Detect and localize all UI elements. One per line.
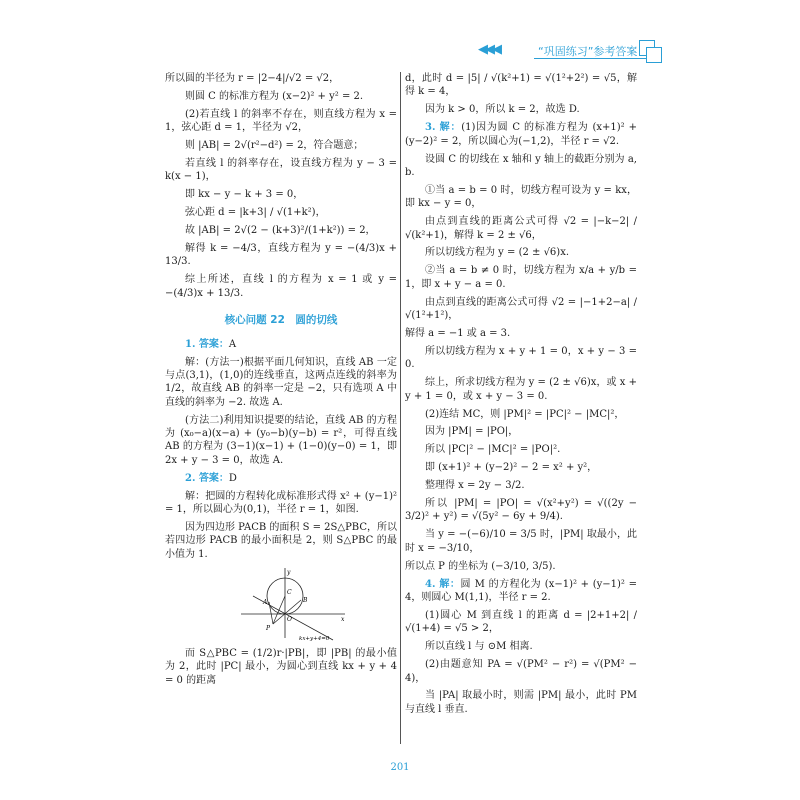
text-line: 设圆 C 的切线在 x 轴和 y 轴上的截距分别为 a, b. bbox=[405, 153, 637, 178]
text-line: 故 |AB| = 2√(2 − (k+3)²/(1+k²)) = 2， bbox=[185, 225, 376, 237]
text-line: 当 y = −(−6)/10 = 3/5 时，|PM| 取最小，此时 x = −3/10， bbox=[405, 529, 637, 554]
text-line: 若直线 l 的斜率存在，设直线方程为 y − 3 = k(x − 1)， bbox=[165, 158, 397, 183]
text-line: 因为四边形 PACB 的面积 S = 2S△PBC，所以若四边形 PACB 的最小面积是 2，则 S△PBC 的最小值为 1. bbox=[165, 521, 397, 560]
text-line: ①当 a = b = 0 时，切线方程可设为 y = kx，即 kx − y = 0， bbox=[405, 184, 637, 210]
text-line: 当 |PA| 取最小时，则需 |PM| 最小，此时 PM 与直线 l 垂直. bbox=[405, 690, 637, 715]
text-line: 而 S△PBC = (1/2)r·|PB|，即 |PB| 的最小值为 2，此时 |PC| 最小，为圆心到直线 kx + y + 4 = 0 的距离 bbox=[165, 647, 397, 686]
column-divider bbox=[400, 72, 401, 744]
tangent-pa bbox=[269, 602, 273, 624]
answer-label: 1. 答案： bbox=[185, 338, 229, 350]
tangent-figure bbox=[233, 566, 353, 641]
label-p: P bbox=[266, 624, 271, 632]
text-line: 所以切线方程为 y = (2 ± √6)x. bbox=[425, 247, 570, 259]
text-line: ②当 a = b ≠ 0 时，切线方程为 x/a + y/b = 1，即 x + y − a = 0. bbox=[405, 265, 637, 290]
text-line: (2)若直线 l 的斜率不存在，则直线方程为 x = 1，弦心距 d = 1，半径为 √2， bbox=[165, 108, 397, 134]
section-title: 核心问题 22 圆的切线 bbox=[224, 314, 338, 327]
question-1-answer bbox=[165, 338, 397, 351]
header-rule bbox=[534, 58, 650, 59]
text-line: (1)圆心 M 到直线 l 的距离 d = |2+1+2| / √(1+4) = √5 > 2， bbox=[405, 609, 637, 635]
label-a: A bbox=[263, 598, 268, 606]
text-line: 所以 |PM| = |PO| = √(x²+y²) = √((2y − 3/2)² + y²) = √(5y² − 6y + 9/4). bbox=[405, 498, 637, 523]
answer-label: 2. 答案： bbox=[185, 472, 229, 484]
text-line: 因为 k > 0，所以 k = 2，故选 D. bbox=[425, 104, 580, 116]
text-line: 综上所述，直线 l 的方程为 x = 1 或 y = −(4/3)x + 13/3. bbox=[165, 274, 397, 299]
text-line: 弦心距 d = |k+3| / √(1+k²)， bbox=[185, 207, 326, 219]
text-line: 所以点 P 的坐标为 (−3/10, 3/5). bbox=[405, 560, 556, 572]
text-line: 即 kx − y − k + 3 = 0， bbox=[185, 189, 304, 201]
running-header bbox=[478, 40, 658, 62]
label-c: C bbox=[287, 588, 292, 596]
text-line: 因为 |PM| = |PO|， bbox=[425, 426, 519, 438]
text-line: 即 (x+1)² + (y−2)² − 2 = x² + y²， bbox=[425, 462, 598, 474]
solution-label: 4. 解： bbox=[425, 578, 461, 590]
label-b: B bbox=[303, 596, 308, 604]
text-line: (2)由题意知 PA = √(PM² − r²) = √(PM² − 4)， bbox=[405, 659, 637, 684]
text-line: 解：把圆的方程转化成标准形式得 x² + (y−1)² = 1，所以圆心为(0,1)，半径 r = 1，如图. bbox=[165, 490, 397, 516]
right-column bbox=[405, 72, 637, 721]
text-line: d，此时 d = |5| / √(k²+1) = √(1²+2²) = √5，解得 k = 4， bbox=[405, 73, 637, 98]
label-line: kx+y+4=0 bbox=[299, 635, 330, 641]
text-line: (方法二)利用知识提要的结论，直线 AB 的方程为 (x₀−a)(x−a) + (y₀−b)(y−b) = r²，可得直线 AB 的方程为 (3−1)(x−1) + (1−0)(y−0) = 1，即 2x + y − 3 = 0，故选 A. bbox=[165, 414, 397, 466]
text-line: 则圆 C 的标准方程为 (x−2)² + y² = 2. bbox=[185, 90, 364, 102]
text-line: (1)因为圆 C 的标准方程为 (x+1)² + (y−2)² = 2，所以圆心为(−1,2)，半径 r = √2. bbox=[405, 122, 638, 147]
text-line: 综上，所求切线方程为 y = (2 ± √6)x，或 x + y + 1 = 0，或 x + y − 3 = 0. bbox=[405, 377, 637, 402]
question-4 bbox=[405, 578, 637, 605]
text-line: 所以 |PC|² − |MC|² = |PO|². bbox=[425, 444, 561, 456]
text-line: 解得 k = −4/3，直线方程为 y = −(4/3)x + 13/3. bbox=[165, 243, 397, 268]
text-line: 由点到直线的距离公式可得 √2 = |−k−2| / √(k²+1)，解得 k = 2 ± √6， bbox=[405, 216, 637, 241]
text-line: 所以切线方程为 x + y + 1 = 0，x + y − 3 = 0. bbox=[405, 345, 637, 371]
left-column bbox=[165, 72, 397, 691]
text-line: (2)连结 MC，则 |PM|² = |PC|² − |MC|²， bbox=[425, 408, 625, 420]
text-line: 整理得 x = 2y − 3/2. bbox=[425, 480, 525, 492]
square-decoration-icon bbox=[646, 47, 662, 63]
arrows-icon: ◀◀◀ bbox=[478, 42, 499, 57]
solution-label: 3. 解： bbox=[425, 122, 462, 134]
answer-value: A bbox=[228, 338, 237, 350]
answer-value: D bbox=[228, 472, 237, 484]
text-line: 圆 M 的方程化为 (x−1)² + (y−1)² = 4，则圆心 M(1,1)，半径 r = 2. bbox=[405, 578, 638, 603]
question-2-answer bbox=[165, 472, 397, 485]
text-line: 所以直线 l 与 ⊙M 相离. bbox=[425, 641, 533, 653]
header-title: “巩固练习”参考答案 bbox=[538, 45, 638, 58]
label-o: O bbox=[287, 615, 292, 623]
question-3 bbox=[405, 121, 637, 148]
text-line: 则 |AB| = 2√(r²−d²) = 2，符合题意； bbox=[185, 140, 364, 152]
text-line: 由点到直线的距离公式可得 √2 = |−1+2−a| / √(1²+1²)， bbox=[405, 296, 637, 322]
label-y: y bbox=[287, 568, 291, 576]
page-number: 201 bbox=[390, 762, 410, 773]
text-line: 所以圆的半径为 r = |2−4|/√2 = √2， bbox=[165, 73, 340, 84]
text-line: 解得 a = −1 或 a = 3. bbox=[405, 328, 511, 339]
label-x: x bbox=[341, 615, 345, 623]
text-line: 解：(方法一)根据平面几何知识，直线 AB 一定与点(3,1)，(1,0)的连线垂直，这两点连线的斜率为 1/2，故直线 AB 的斜率一定是 −2，只有选项 A 中直线的斜率为 −2. 故选 A. bbox=[165, 356, 397, 408]
segment-pc bbox=[273, 596, 285, 624]
